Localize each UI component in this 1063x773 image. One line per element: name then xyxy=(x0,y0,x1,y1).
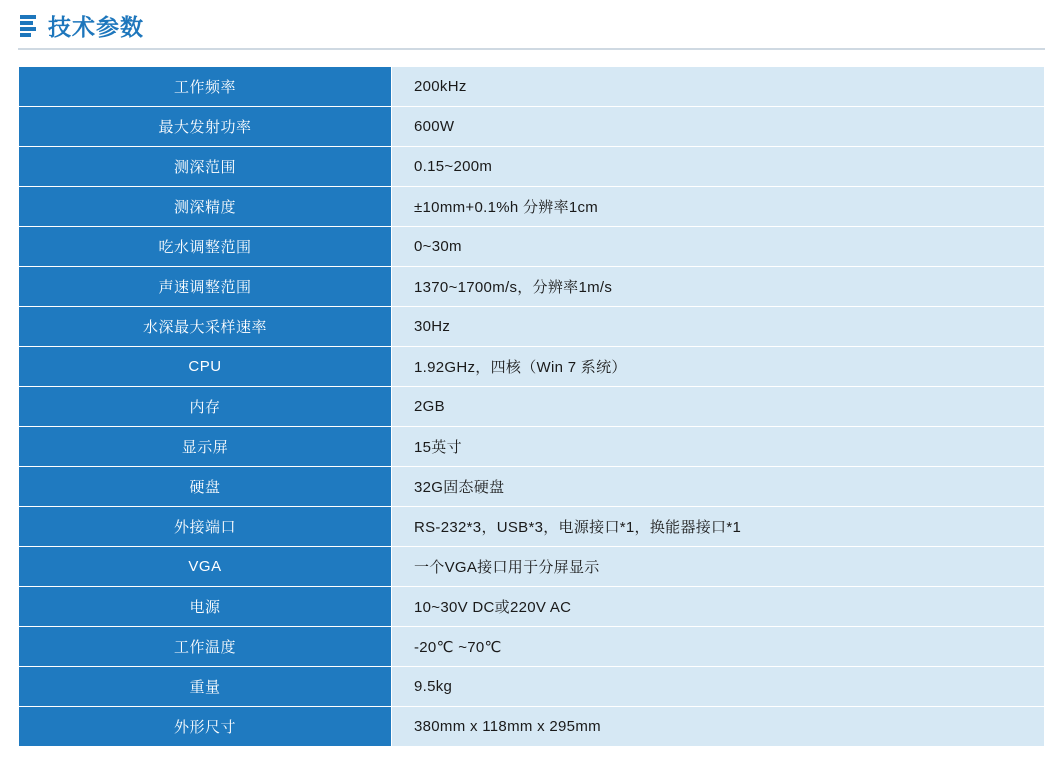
table-row xyxy=(19,67,1045,107)
specifications-table xyxy=(18,66,1045,747)
spec-label: 最大发射功率 xyxy=(19,107,392,147)
page-header xyxy=(0,0,1063,40)
table-row xyxy=(19,347,1045,387)
spec-label: 工作温度 xyxy=(19,627,392,667)
spec-label: CPU xyxy=(19,347,392,387)
spec-value: ±10mm+0.1%h 分辨率1cm xyxy=(392,187,1045,227)
bars-decoration-icon xyxy=(20,14,36,40)
spec-value: 600W xyxy=(392,107,1045,147)
spec-label: 声速调整范围 xyxy=(19,267,392,307)
spec-value: 200kHz xyxy=(392,67,1045,107)
table-row xyxy=(19,387,1045,427)
table-row xyxy=(19,627,1045,667)
table-row xyxy=(19,187,1045,227)
page-title: 技术参数 xyxy=(48,14,144,40)
table-row xyxy=(19,507,1045,547)
table-body xyxy=(19,67,1045,747)
table-row xyxy=(19,147,1045,187)
table-row xyxy=(19,547,1045,587)
spec-label: 电源 xyxy=(19,587,392,627)
spec-value: 1370~1700m/s，分辨率1m/s xyxy=(392,267,1045,307)
spec-value: 0.15~200m xyxy=(392,147,1045,187)
spec-label: 外接端口 xyxy=(19,507,392,547)
table-row xyxy=(19,427,1045,467)
spec-value: 1.92GHz，四核（Win 7 系统） xyxy=(392,347,1045,387)
spec-value: 10~30V DC或220V AC xyxy=(392,587,1045,627)
spec-label: 吃水调整范围 xyxy=(19,227,392,267)
spec-value: 32G固态硬盘 xyxy=(392,467,1045,507)
table-row xyxy=(19,107,1045,147)
spec-value: 380mm x 118mm x 295mm xyxy=(392,707,1045,747)
spec-value: 2GB xyxy=(392,387,1045,427)
spec-label: 显示屏 xyxy=(19,427,392,467)
table-row xyxy=(19,707,1045,747)
table-row xyxy=(19,227,1045,267)
table-row xyxy=(19,667,1045,707)
spec-value: RS-232*3，USB*3，电源接口*1，换能器接口*1 xyxy=(392,507,1045,547)
spec-label: 外形尺寸 xyxy=(19,707,392,747)
spec-label: 测深精度 xyxy=(19,187,392,227)
spec-label: 重量 xyxy=(19,667,392,707)
spec-label: 测深范围 xyxy=(19,147,392,187)
spec-value: 一个VGA接口用于分屏显示 xyxy=(392,547,1045,587)
spec-value: 9.5kg xyxy=(392,667,1045,707)
table-row xyxy=(19,267,1045,307)
table-row xyxy=(19,467,1045,507)
table-row xyxy=(19,307,1045,347)
spec-value: 30Hz xyxy=(392,307,1045,347)
spec-label: 工作频率 xyxy=(19,67,392,107)
spec-value: 15英寸 xyxy=(392,427,1045,467)
spec-label: 内存 xyxy=(19,387,392,427)
spec-label: 水深最大采样速率 xyxy=(19,307,392,347)
spec-label: VGA xyxy=(19,547,392,587)
spec-value: -20℃ ~70℃ xyxy=(392,627,1045,667)
spec-label: 硬盘 xyxy=(19,467,392,507)
spec-value: 0~30m xyxy=(392,227,1045,267)
header-divider xyxy=(18,48,1045,50)
table-row xyxy=(19,587,1045,627)
